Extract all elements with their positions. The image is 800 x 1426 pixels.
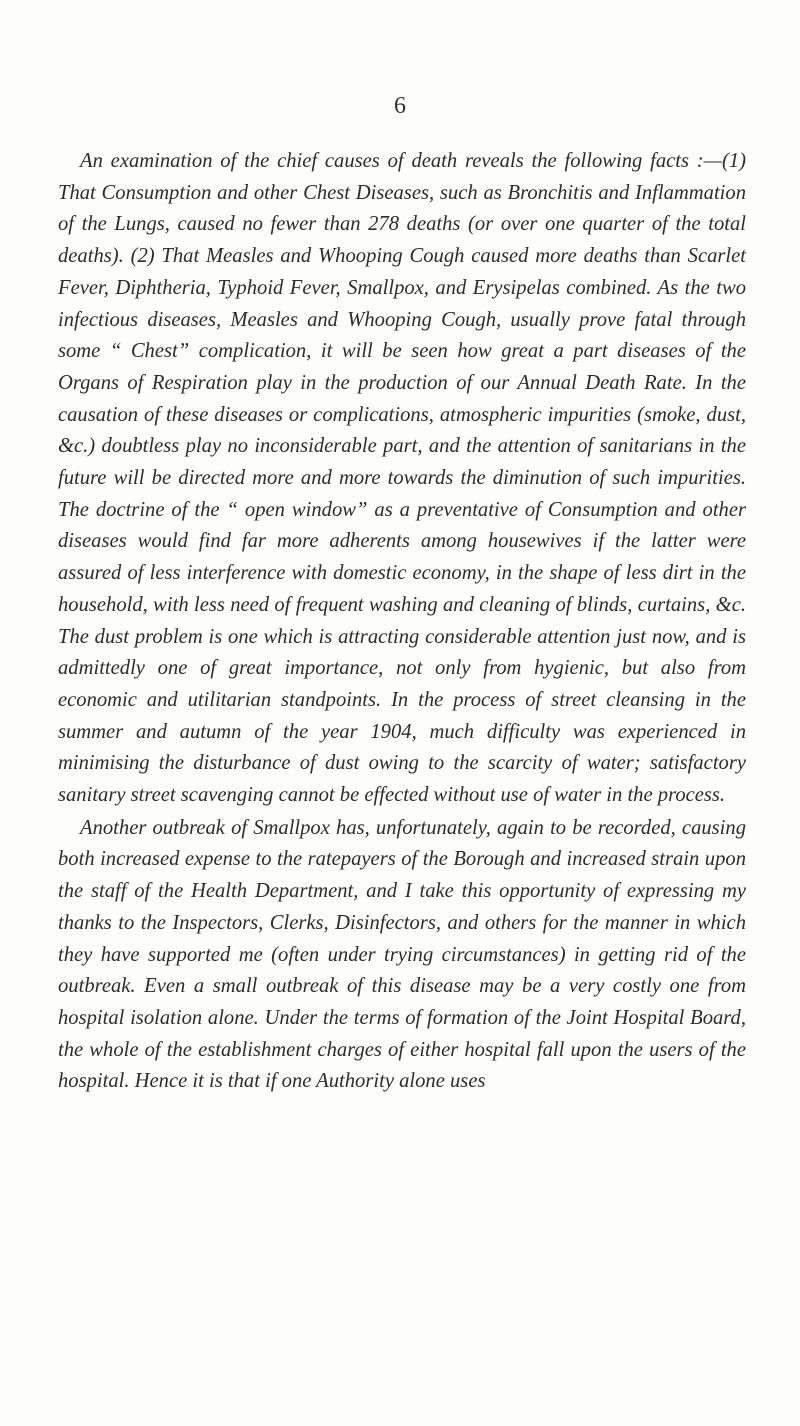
body-text [58,146,746,1098]
paragraph-causes-of-death: An examination of the chief causes of death reveals the following facts :—(1) That Consumption and other Chest Diseases, such as Bronchitis and Inflammation of the Lungs, caused no fewer than 278 deaths (or over one quarter of the total deaths). (2) That Measles and Whooping Cough caused more deaths than Scarlet Fever, Diphtheria, Typhoid Fever, Smallpox, and Erysipelas combined. As the two infectious diseases, Measles and Whooping Cough, usually prove fatal through some “ Chest” complication, it will be seen how great a part diseases of the Organs of Respiration play in the production of our Annual Death Rate. In the causation of these diseases or complications, atmospheric impurities (smoke, dust, &c.) doubtless play no inconsiderable part, and the attention of sanitarians in the future will be directed more and more towards the diminution of such impurities. The doctrine of the “ open window” as a preventative of Consumption and other diseases would find far more adherents among housewives if the latter were assured of less interference with domestic economy, in the shape of less dirt in the household, with less need of frequent washing and cleaning of blinds, curtains, &c. The dust problem is one which is attracting considerable attention just now, and is admittedly one of great importance, not only from hygienic, but also from economic and utilitarian standpoints. In the process of street cleansing in the summer and autumn of the year 1904, much difficulty was experienced in minimising the disturbance of dust owing to the scarcity of water; satisfactory sanitary street scavenging cannot be effected without use of water in the process. [58,150,746,807]
page-number: 6 [394,93,406,119]
paragraph-smallpox-outbreak: Another outbreak of Smallpox has, unfortunately, again to be recorded, causing both increased expense to the ratepayers of the Borough and increased strain upon the staff of the Health Department, and I take this opportunity of expressing my thanks to the Inspectors, Clerks, Disinfectors, and others for the manner in which they have supported me (often under trying circumstances) in getting rid of the outbreak. Even a small outbreak of this disease may be a very costly one from hospital isolation alone. Under the terms of formation of the Joint Hospital Board, the whole of the establishment charges of either hospital fall upon the users of the hospital. Hence it is that if one Authority alone uses [58,816,746,1093]
